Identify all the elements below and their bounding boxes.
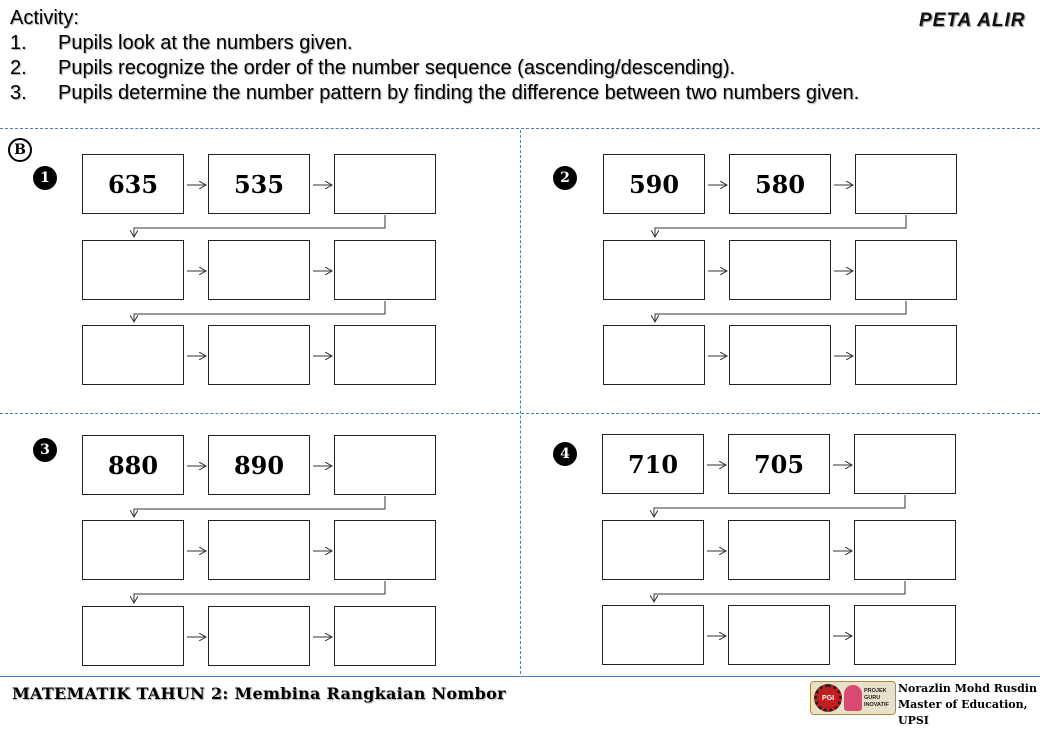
avatar-icon (844, 685, 862, 711)
answer-box[interactable] (334, 154, 436, 214)
logo-text: PROJEK GURU INOVATIF (864, 687, 889, 708)
answer-box[interactable] (334, 240, 436, 300)
answer-box[interactable] (728, 520, 830, 580)
step-number: 3. (10, 82, 27, 104)
down-turn-arrow-icon (654, 581, 905, 602)
answer-box[interactable] (602, 605, 704, 665)
instruction-step-1 (10, 31, 859, 56)
activity-heading: Activity: (10, 7, 79, 29)
down-turn-arrow-icon (655, 301, 906, 322)
down-turn-arrow-icon (134, 215, 385, 237)
number-box-given-2: 890 (208, 435, 310, 495)
answer-box[interactable] (855, 325, 957, 385)
author-name: Norazlin Mohd Rusdin (898, 682, 1037, 695)
author-affiliation: Master of Education, UPSI (898, 698, 1028, 727)
step-number: 1. (10, 32, 27, 54)
answer-box[interactable] (208, 240, 310, 300)
down-turn-arrow-icon (134, 301, 385, 322)
footer-title: MATEMATIK TAHUN 2: Membina Rangkaian Nombor (12, 684, 506, 703)
answer-box[interactable] (334, 435, 436, 495)
down-turn-arrow-icon (655, 215, 906, 237)
answer-box[interactable] (729, 240, 831, 300)
number-box-given-2: 705 (728, 434, 830, 494)
vertical-divider (520, 130, 521, 674)
answer-box[interactable] (82, 240, 184, 300)
question-1-badge: 1 (33, 166, 57, 190)
answer-box[interactable] (208, 606, 310, 666)
answer-box[interactable] (603, 325, 705, 385)
answer-box[interactable] (854, 434, 956, 494)
step-text: Pupils determine the number pattern by finding the difference between two numbers given. (58, 82, 860, 104)
gear-logo-icon: PGI (814, 684, 842, 712)
answer-box[interactable] (603, 240, 705, 300)
down-turn-arrow-icon (134, 496, 385, 517)
answer-box[interactable] (82, 520, 184, 580)
activity-instructions (10, 6, 859, 106)
top-divider (0, 128, 1040, 129)
answer-box[interactable] (334, 606, 436, 666)
down-turn-arrow-icon (654, 495, 905, 517)
peta-alir-title: PETA ALIR (919, 10, 1026, 31)
instruction-step-2 (10, 56, 859, 81)
section-b-badge: B (8, 138, 32, 162)
question-4-badge: 4 (553, 442, 577, 466)
answer-box[interactable] (82, 325, 184, 385)
answer-box[interactable] (208, 520, 310, 580)
question-3-badge: 3 (33, 438, 57, 462)
number-box-given-1: 710 (602, 434, 704, 494)
answer-box[interactable] (82, 606, 184, 666)
answer-box[interactable] (855, 240, 957, 300)
answer-box[interactable] (602, 520, 704, 580)
answer-box[interactable] (334, 520, 436, 580)
answer-box[interactable] (728, 605, 830, 665)
instruction-step-3 (10, 81, 859, 106)
number-box-given-2: 535 (208, 154, 310, 214)
number-box-given-1: 635 (82, 154, 184, 214)
answer-box[interactable] (729, 325, 831, 385)
question-2-badge: 2 (553, 166, 577, 190)
step-text: Pupils look at the numbers given. (58, 32, 353, 54)
answer-box[interactable] (855, 154, 957, 214)
number-box-given-2: 580 (729, 154, 831, 214)
number-box-given-1: 880 (82, 435, 184, 495)
projek-guru-inovatif-logo (810, 681, 896, 715)
number-box-given-1: 590 (603, 154, 705, 214)
answer-box[interactable] (854, 605, 956, 665)
answer-box[interactable] (334, 325, 436, 385)
step-number: 2. (10, 57, 27, 79)
author-credit (898, 681, 1040, 729)
step-text: Pupils recognize the order of the number sequence (ascending/descending). (58, 57, 736, 79)
down-turn-arrow-icon (134, 581, 385, 603)
answer-box[interactable] (854, 520, 956, 580)
footer-divider (0, 676, 1040, 677)
answer-box[interactable] (208, 325, 310, 385)
